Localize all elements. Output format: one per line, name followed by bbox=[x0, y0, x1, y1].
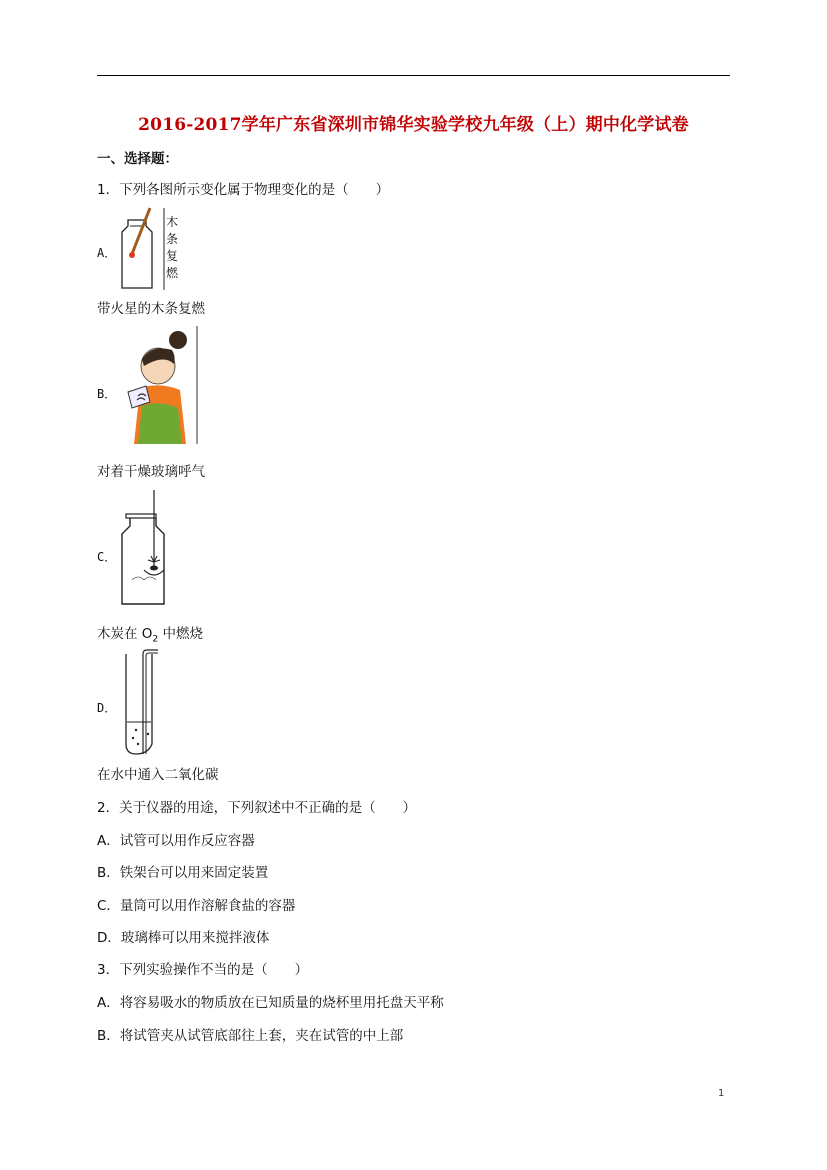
q3-option-a: A．将容易吸水的物质放在已知质量的烧杯里用托盘天平称 bbox=[97, 995, 444, 1011]
q1-option-d-letter: D． bbox=[97, 701, 117, 715]
q1-option-c-letter: C． bbox=[97, 550, 117, 564]
q1-stem: 1．下列各图所示变化属于物理变化的是（ ） bbox=[97, 182, 390, 198]
q2-option-c: C．量筒可以用作溶解食盐的容器 bbox=[97, 898, 296, 914]
page-number: 1 bbox=[718, 1088, 725, 1099]
q3-stem: 3．下列实验操作不当的是（ ） bbox=[97, 962, 309, 978]
q2-option-a: A．试管可以用作反应容器 bbox=[97, 833, 255, 849]
splint-label-column bbox=[165, 214, 179, 282]
caption-pre: 木炭在 O bbox=[97, 626, 153, 642]
section-heading: 一、选择题： bbox=[97, 151, 178, 167]
label-char: 复 bbox=[165, 249, 178, 263]
charcoal-burning-jar-figure bbox=[118, 488, 172, 606]
q2-option-d: D．玻璃棒可以用来搅拌液体 bbox=[97, 930, 270, 946]
label-char: 木 bbox=[165, 215, 178, 229]
co2-in-water-tube-figure bbox=[118, 648, 160, 756]
caption-subscript: 2 bbox=[152, 634, 159, 645]
q1-option-c-caption bbox=[97, 625, 203, 649]
caption-post: 中燃烧 bbox=[158, 626, 203, 642]
q1-option-a-caption: 带火星的木条复燃 bbox=[97, 301, 205, 317]
q3-option-b: B．将试管夹从试管底部往上套，夹在试管的中上部 bbox=[97, 1028, 404, 1044]
header-rule bbox=[97, 75, 730, 76]
q2-stem: 2．关于仪器的用途，下列叙述中不正确的是（ ） bbox=[97, 800, 417, 816]
q1-option-d-caption: 在水中通入二氧化碳 bbox=[97, 767, 219, 783]
label-char: 条 bbox=[165, 232, 178, 246]
label-char: 燃 bbox=[165, 266, 178, 280]
exam-title: 2016-2017学年广东省深圳市锦华实验学校九年级（上）期中化学试卷 bbox=[138, 115, 689, 135]
q1-option-b-letter: B． bbox=[97, 387, 117, 401]
q1-option-b-caption: 对着干燥玻璃呼气 bbox=[97, 464, 205, 480]
q2-option-b: B．铁架台可以用来固定装置 bbox=[97, 865, 269, 881]
q1-option-a-letter: A． bbox=[97, 246, 117, 260]
girl-breathing-on-glass-figure bbox=[120, 326, 200, 444]
